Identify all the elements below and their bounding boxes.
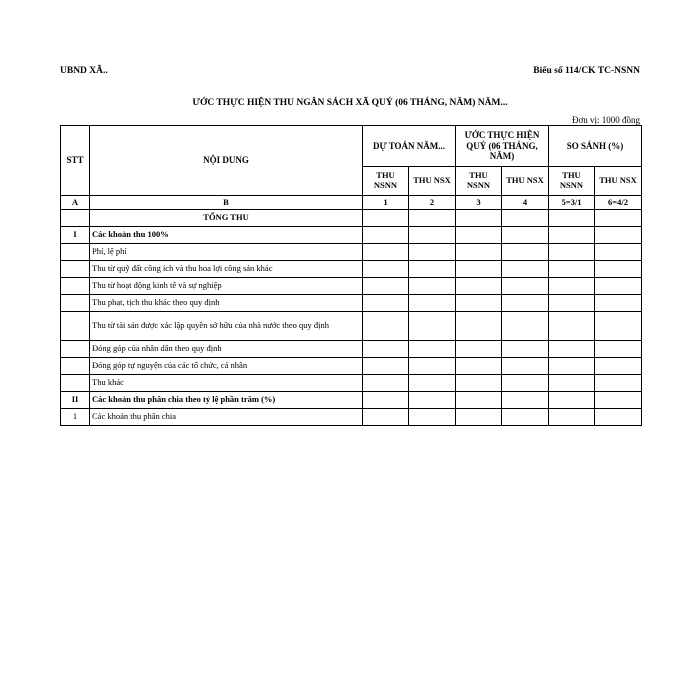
- compare-nsx-header: THU NSX: [595, 167, 642, 196]
- row-content: Thu khác: [90, 375, 363, 392]
- row-stt: [61, 261, 90, 278]
- row-content: Thu từ hoạt động kinh tế và sự nghiệp: [90, 278, 363, 295]
- value-cell: [363, 341, 409, 358]
- value-cell: [549, 358, 595, 375]
- value-cell: [595, 312, 642, 341]
- table-row: [61, 278, 642, 295]
- row-content: Thu từ quỹ đất công ích và thu hoa lợi công sản khác: [90, 261, 363, 278]
- value-cell: [502, 210, 549, 227]
- value-cell: [549, 261, 595, 278]
- table-row: [61, 227, 642, 244]
- value-cell: [456, 227, 502, 244]
- value-cell: [409, 392, 456, 409]
- value-cell: [363, 278, 409, 295]
- value-cell: [595, 341, 642, 358]
- row-content: TỔNG THU: [90, 210, 363, 227]
- value-cell: [456, 409, 502, 426]
- compare-header: SO SÁNH (%): [549, 126, 642, 167]
- table-row: [61, 261, 642, 278]
- row-stt: [61, 312, 90, 341]
- table-row: [61, 358, 642, 375]
- table-row: [61, 312, 642, 341]
- table-row: [61, 210, 642, 227]
- value-cell: [363, 227, 409, 244]
- value-cell: [456, 392, 502, 409]
- form-number-label: Biểu số 114/CK TC-NSNN: [533, 66, 640, 76]
- value-cell: [456, 375, 502, 392]
- value-cell: [409, 312, 456, 341]
- value-cell: [502, 261, 549, 278]
- value-cell: [549, 375, 595, 392]
- value-cell: [363, 392, 409, 409]
- budget-table: [60, 125, 642, 426]
- unit-label: Đơn vị: 1000 đồng: [571, 115, 640, 125]
- value-cell: [595, 295, 642, 312]
- value-cell: [363, 210, 409, 227]
- stt-header: STT: [61, 126, 90, 196]
- row-stt: 1: [61, 409, 90, 426]
- value-cell: [549, 341, 595, 358]
- value-cell: [363, 244, 409, 261]
- code-cell: 4: [502, 196, 549, 210]
- value-cell: [549, 409, 595, 426]
- value-cell: [549, 210, 595, 227]
- value-cell: [502, 227, 549, 244]
- value-cell: [409, 278, 456, 295]
- table-row: [61, 392, 642, 409]
- estimate-nsnn-header: THU NSNN: [363, 167, 409, 196]
- row-content: Các khoản thu phân chia: [90, 409, 363, 426]
- value-cell: [595, 392, 642, 409]
- row-stt: [61, 244, 90, 261]
- report-title: ƯỚC THỰC HIỆN THU NGÂN SÁCH XÃ QUÝ (06 THÁNG, NĂM) NĂM...: [192, 98, 508, 108]
- row-content: Thu từ tài sản được xác lập quyền sở hữu của nhà nước theo quy định: [90, 312, 363, 341]
- value-cell: [502, 392, 549, 409]
- value-cell: [456, 261, 502, 278]
- content-header: NỘI DUNG: [90, 126, 363, 196]
- value-cell: [456, 210, 502, 227]
- row-content: Đóng góp của nhân dân theo quy định: [90, 341, 363, 358]
- row-stt: [61, 341, 90, 358]
- value-cell: [502, 278, 549, 295]
- value-cell: [363, 312, 409, 341]
- value-cell: [456, 295, 502, 312]
- value-cell: [595, 244, 642, 261]
- value-cell: [549, 312, 595, 341]
- row-stt: [61, 295, 90, 312]
- value-cell: [409, 244, 456, 261]
- table-row: [61, 341, 642, 358]
- value-cell: [595, 358, 642, 375]
- value-cell: [409, 227, 456, 244]
- value-cell: [363, 295, 409, 312]
- row-content: Các khoản thu 100%: [90, 227, 363, 244]
- table-row: [61, 244, 642, 261]
- actual-nsnn-header: THU NSNN: [456, 167, 502, 196]
- row-content: Phí, lệ phí: [90, 244, 363, 261]
- value-cell: [549, 295, 595, 312]
- row-stt: I: [61, 227, 90, 244]
- actual-nsx-header: THU NSX: [502, 167, 549, 196]
- value-cell: [549, 244, 595, 261]
- row-content: Thu phạt, tịch thu khác theo quy định: [90, 295, 363, 312]
- value-cell: [595, 227, 642, 244]
- value-cell: [456, 278, 502, 295]
- value-cell: [595, 278, 642, 295]
- actual-header: ƯỚC THỰC HIỆN QUÝ (06 THÁNG, NĂM): [456, 126, 549, 167]
- row-stt: [61, 210, 90, 227]
- value-cell: [502, 341, 549, 358]
- value-cell: [502, 375, 549, 392]
- value-cell: [409, 358, 456, 375]
- value-cell: [363, 375, 409, 392]
- table-row: [61, 295, 642, 312]
- table-header: [61, 126, 642, 210]
- value-cell: [409, 375, 456, 392]
- row-stt: [61, 375, 90, 392]
- value-cell: [595, 261, 642, 278]
- value-cell: [456, 341, 502, 358]
- value-cell: [549, 278, 595, 295]
- value-cell: [409, 295, 456, 312]
- estimate-header: DỰ TOÁN NĂM...: [363, 126, 456, 167]
- value-cell: [502, 244, 549, 261]
- row-content: Các khoản thu phân chia theo tỷ lệ phần trăm (%): [90, 392, 363, 409]
- value-cell: [363, 261, 409, 278]
- table-row: [61, 409, 642, 426]
- code-cell: 5=3/1: [549, 196, 595, 210]
- value-cell: [363, 409, 409, 426]
- code-cell: 3: [456, 196, 502, 210]
- value-cell: [456, 244, 502, 261]
- value-cell: [409, 210, 456, 227]
- estimate-nsx-header: THU NSX: [409, 167, 456, 196]
- compare-nsnn-header: THU NSNN: [549, 167, 595, 196]
- value-cell: [456, 312, 502, 341]
- value-cell: [363, 358, 409, 375]
- value-cell: [502, 312, 549, 341]
- row-stt: [61, 358, 90, 375]
- code-cell: B: [90, 196, 363, 210]
- table-row: [61, 375, 642, 392]
- value-cell: [502, 358, 549, 375]
- value-cell: [549, 227, 595, 244]
- value-cell: [409, 409, 456, 426]
- value-cell: [595, 409, 642, 426]
- code-cell: 1: [363, 196, 409, 210]
- code-cell: 6=4/2: [595, 196, 642, 210]
- value-cell: [409, 341, 456, 358]
- value-cell: [595, 210, 642, 227]
- value-cell: [595, 375, 642, 392]
- code-cell: A: [61, 196, 90, 210]
- code-cell: 2: [409, 196, 456, 210]
- commune-committee-label: UBND XÃ..: [60, 66, 108, 76]
- value-cell: [549, 392, 595, 409]
- row-content: Đóng góp tự nguyện của các tổ chức, cá nhân: [90, 358, 363, 375]
- value-cell: [456, 358, 502, 375]
- value-cell: [502, 409, 549, 426]
- value-cell: [409, 261, 456, 278]
- row-stt: II: [61, 392, 90, 409]
- value-cell: [502, 295, 549, 312]
- row-stt: [61, 278, 90, 295]
- table-body: [61, 210, 642, 426]
